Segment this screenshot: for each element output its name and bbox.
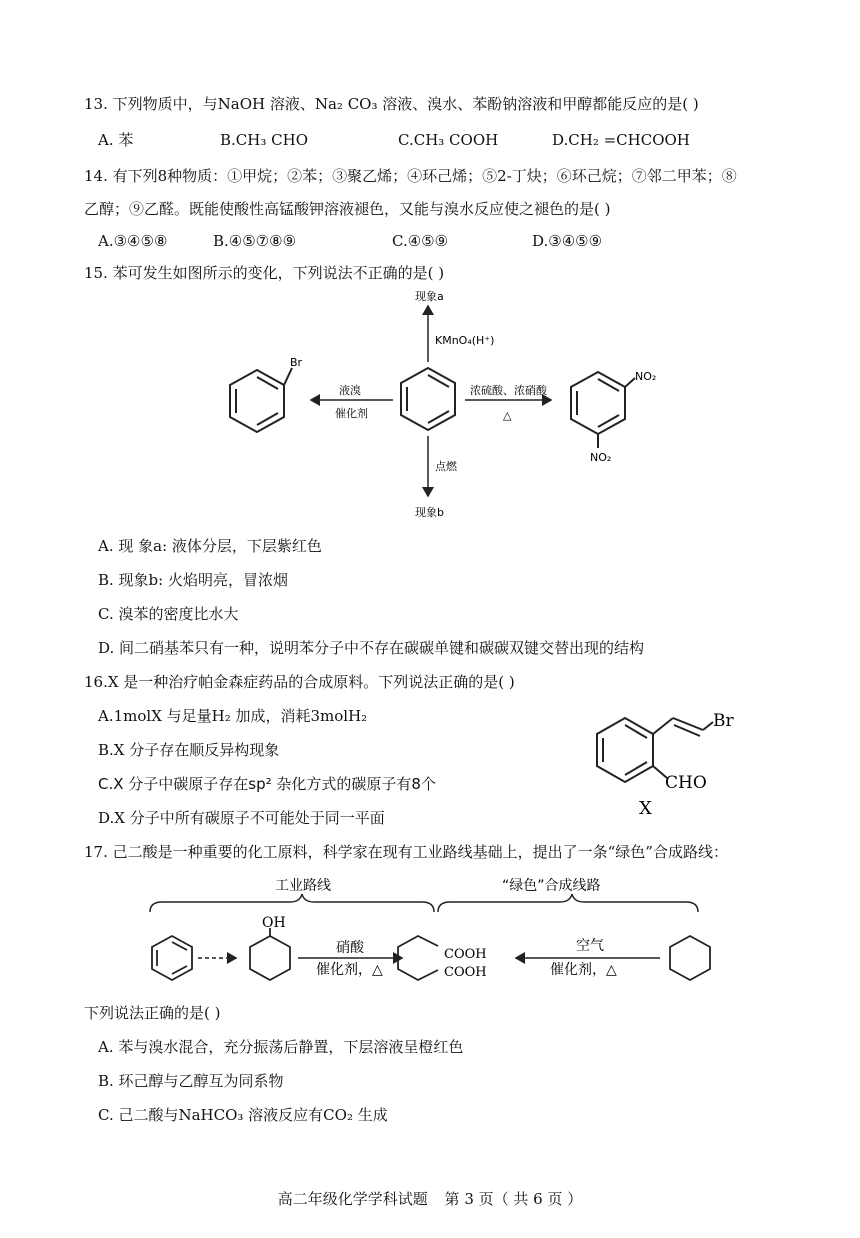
q14-option-d: D.③④⑤⑨ <box>532 232 603 250</box>
oh-label: OH <box>262 915 286 931</box>
nitric-acid-label: 硝酸 <box>336 940 364 956</box>
q14-option-a: A.③④⑤⑧ <box>98 232 168 250</box>
q14-option-b: B.④⑤⑦⑧⑨ <box>213 232 297 250</box>
q16-option-b: B.X 分子存在顺反异构现象 <box>98 741 280 759</box>
left-reagent-2: 催化剂 <box>335 407 368 420</box>
benzene-reaction-diagram <box>215 284 685 524</box>
green-route-label: “绿色”合成线路 <box>502 878 601 894</box>
cooh-bottom-label: COOH <box>444 965 487 980</box>
compound-x-structure <box>575 696 750 824</box>
q13-option-d: D.CH₂ =CHCOOH <box>552 131 690 149</box>
bottom-reagent-label: 点燃 <box>435 460 457 473</box>
x-compound-name: X <box>639 798 652 819</box>
q13-option-c: C.CH₃ COOH <box>398 131 499 149</box>
left-catalyst-label: 催化剂，△ <box>316 962 383 978</box>
q15-option-c: C. 溴苯的密度比水大 <box>98 605 239 623</box>
cyclohexane-structure <box>670 936 710 980</box>
nitro-top-label: NO₂ <box>635 370 657 383</box>
q17-option-b: B. 环己醇与乙醇互为同系物 <box>98 1072 284 1090</box>
x-cho-label: CHO <box>665 773 707 793</box>
cooh-top-label: COOH <box>444 947 487 962</box>
q17-option-c: C. 己二酸与NaHCO₃ 溶液反应有CO₂ 生成 <box>98 1106 388 1124</box>
industrial-route-label: 工业路线 <box>275 878 331 894</box>
page-footer <box>0 1188 860 1209</box>
m-dinitrobenzene-structure <box>571 372 635 448</box>
right-reagent-1: 浓硫酸、浓硝酸 <box>470 384 547 397</box>
x-br-label: Br <box>713 711 734 731</box>
q16-option-a: A.1molX 与足量H₂ 加成，消耗3molH₂ <box>98 707 368 725</box>
bottom-product-label: 现象b <box>415 506 444 519</box>
air-label: 空气 <box>576 938 604 954</box>
q17-stem: 17. 己二酸是一种重要的化工原料，科学家在现有工业路线基础上，提出了一条“绿色”合成路线： <box>84 843 728 861</box>
q16-option-c: C.X 分子中碳原子存在sp² 杂化方式的碳原子有8个 <box>98 775 436 793</box>
q13-option-a: A. 苯 <box>98 131 134 149</box>
q14-option-c: C.④⑤⑨ <box>392 232 449 250</box>
cyclohexanol-structure <box>250 928 290 980</box>
q14-stem-line2: 乙醇；⑨乙醛。既能使酸性高锰酸钾溶液褪色，又能与溴水反应使之褪色的是( ) <box>84 200 611 218</box>
adipic-acid-route-diagram <box>140 870 730 990</box>
q17-sub-stem: 下列说法正确的是( ) <box>84 1004 221 1022</box>
footer-subject: 高二年级化学学科试题 <box>277 1190 428 1208</box>
left-reagent-1: 液溴 <box>339 384 361 397</box>
footer-page-number: 第 3 页（ 共 6 页 ） <box>444 1190 583 1208</box>
top-product-label: 现象a <box>415 290 444 303</box>
q17-option-a: A. 苯与溴水混合，充分振荡后静置，下层溶液呈橙红色 <box>98 1038 464 1056</box>
benzene-center <box>401 368 455 430</box>
q16-stem: 16.X 是一种治疗帕金森症药品的合成原料。下列说法正确的是( ) <box>84 673 515 691</box>
top-reagent-label: KMnO₄(H⁺) <box>435 334 495 347</box>
nitro-bottom-label: NO₂ <box>590 451 612 464</box>
bromobenzene-structure <box>230 368 292 432</box>
benzene-structure <box>152 936 192 980</box>
q13-stem: 13. 下列物质中，与NaOH 溶液、Na₂ CO₃ 溶液、溴水、苯酚钠溶液和甲醇都能反应的是( ) <box>84 95 699 113</box>
q15-option-d: D. 间二硝基苯只有一种，说明苯分子中不存在碳碳单键和碳碳双键交替出现的结构 <box>98 639 645 657</box>
right-catalyst-label: 催化剂，△ <box>550 962 617 978</box>
q15-option-a: A. 现 象a: 液体分层，下层紫红色 <box>98 537 322 555</box>
q16-option-d: D.X 分子中所有碳原子不可能处于同一平面 <box>98 809 385 827</box>
right-reagent-2: △ <box>503 409 512 422</box>
q14-stem-line1: 14. 有下列8种物质：①甲烷；②苯；③聚乙烯；④环己烯；⑤2-丁炔；⑥环己烷；⑦邻二甲苯；⑧ <box>84 167 737 185</box>
q15-option-b: B. 现象b: 火焰明亮，冒浓烟 <box>98 571 288 589</box>
q15-stem: 15. 苯可发生如图所示的变化，下列说法不正确的是( ) <box>84 264 445 282</box>
bromine-label: Br <box>290 356 303 369</box>
q13-option-b: B.CH₃ CHO <box>220 131 308 149</box>
adipic-acid-structure <box>398 936 438 980</box>
